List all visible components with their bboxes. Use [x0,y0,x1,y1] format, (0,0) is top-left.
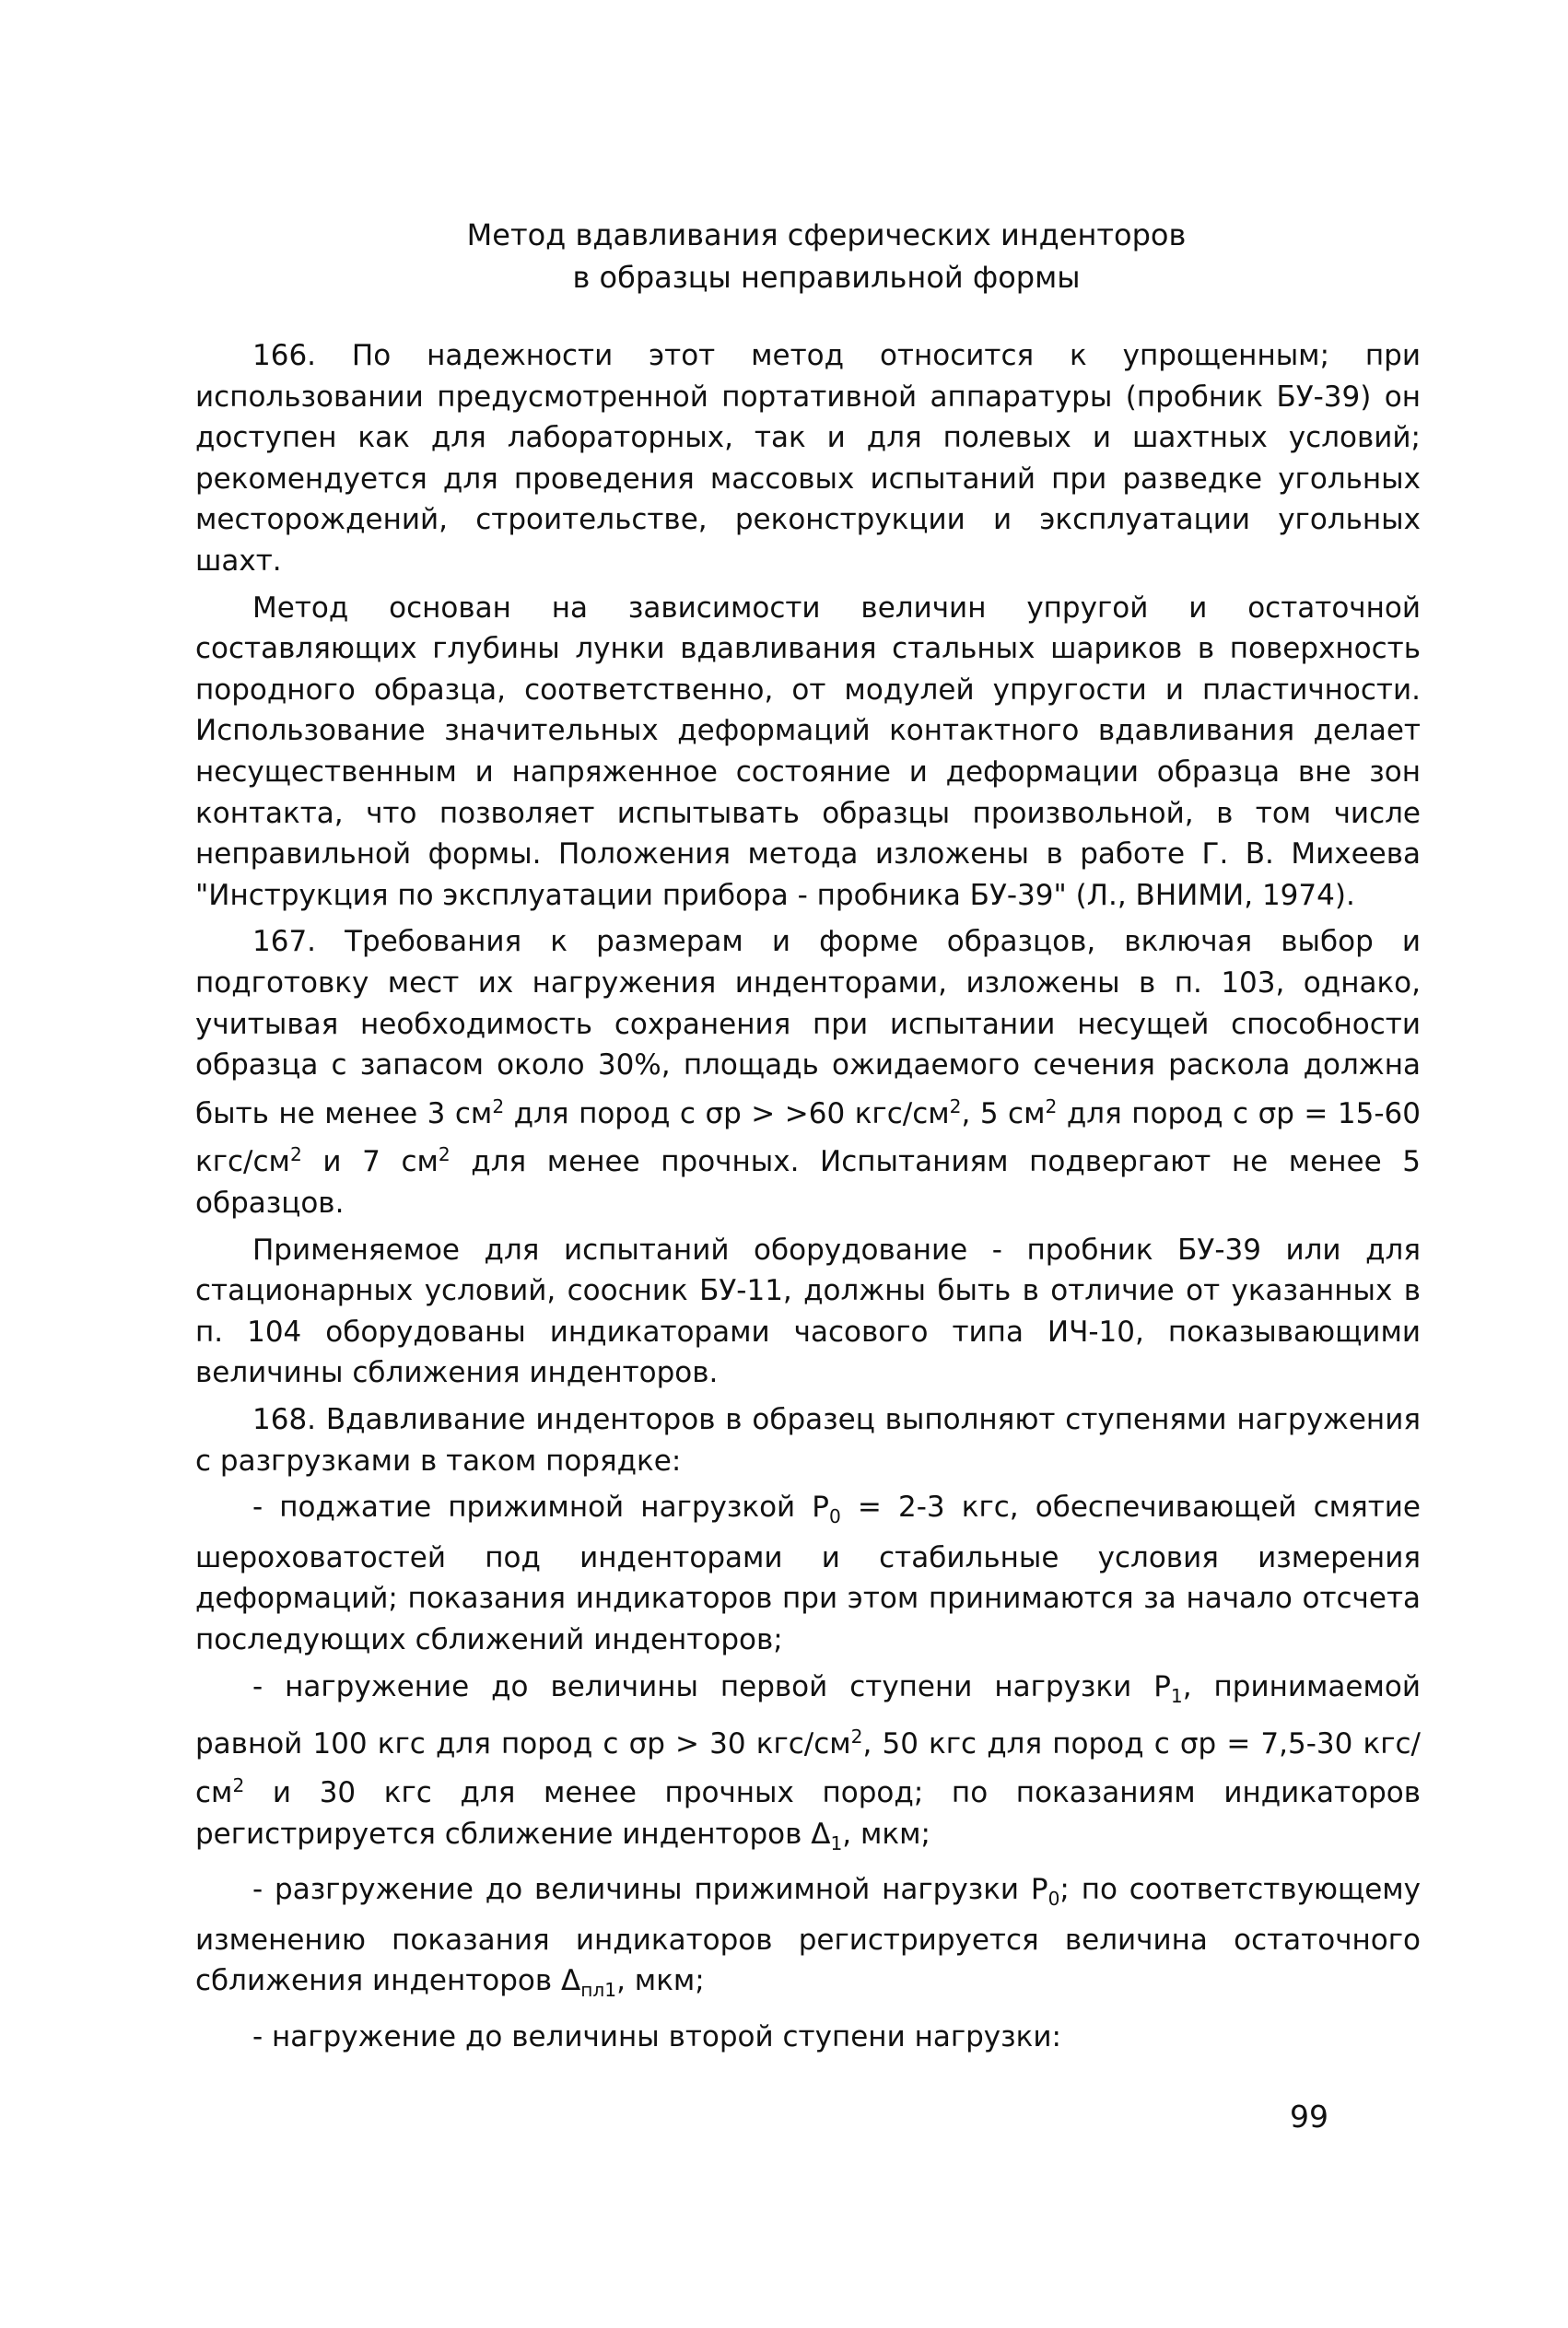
paragraph-167: 167. Требования к размерам и форме образцов, включая выбор и подготовку мест их нагружения инденторами, изложены в п. 103, однако, учитывая необходимость сохранения при испытании несущей способности образца с запасом около 30%, площадь ожидаемого сечения раскола должна быть не менее 3 $см^2$ для пород с σp > >60 кгс/$см^2$, 5 $см^2$ для пород с σp = 15-60 кгс/$см^2$ и 7 $см^2$ для менее прочных. Испытаниям подвергают не менее 5 образцов. [195,925,1421,1221]
step-2: - нагружение до величины первой ступени нагрузки $P_1$, принимаемой равной 100 кгс для пород с σp > 30 кгс/$см^2$, 50 кгс для пород с σp = 7,5-30 кгс/$см^2$ и 30 кгс для менее прочных пород; по показаниям индикаторов регистрируется сближение инденторов $\Delta_1$, мкм; [195,1669,1421,1854]
document-page [195,214,1421,2064]
body-text [195,335,1421,2058]
title-line-2: в образцы неправильной формы [572,260,1081,295]
section-title [195,214,1421,298]
paragraph-method: Метод основан на зависимости величин упругой и остаточной составляющих глубины лунки вдавливания стальных шариков в поверхность породного образца, соответственно, от модулей упругости и пластичности. Использование значительных деформаций контактного вдавливания делает несущественным и напряженное состояние и деформации образца вне зон контакта, что позволяет испытывать образцы произвольной, в том числе неправильной формы. Положения метода изложены в работе Г. В. Михеева "Инструкция по эксплуатации прибора - пробника БУ-39" (Л., ВНИМИ, 1974). [195,591,1421,912]
step-4: - нагружение до величины второй ступени нагрузки: [252,2020,1061,2054]
page-number: 99 [1290,2099,1328,2135]
paragraph-equipment: Применяемое для испытаний оборудование - пробник БУ-39 или для стационарных условий, соосник БУ-11, должны быть в отличие от указанных в п. 104 оборудованы индикаторами часового типа ИЧ-10, показывающими величины сближения инденторов. [195,1233,1421,1390]
title-line-1: Метод вдавливания сферических инденторов [466,217,1187,252]
paragraph-168: 168. Вдавливание инденторов в образец выполняют ступенями нагружения с разгрузками в таком порядке: [195,1403,1421,1478]
step-3: - разгружение до величины прижимной нагрузки $P_0$; по соответствующему изменению показания индикаторов регистрируется величина остаточного сближения инденторов $\Delta_{пл1}$, мкм; [195,1873,1422,2002]
paragraph-166: 166. По надежности этот метод относится к упрощенным; при использовании предусмотренной портативной аппаратуры (пробник БУ-39) он доступен как для лабораторных, так и для полевых и шахтных условий; рекомендуется для проведения массовых испытаний при разведке угольных месторождений, строительстве, реконструкции и эксплуатации угольных шахт. [195,339,1421,578]
step-1: - поджатие прижимной нагрузкой $P_0 = 2-3$ кгс, обеспечивающей смятие шероховатостей под инденторами и стабильные условия измерения деформаций; показания индикаторов при этом принимаются за начало отсчета последующих сближений инденторов; [195,1491,1421,1657]
